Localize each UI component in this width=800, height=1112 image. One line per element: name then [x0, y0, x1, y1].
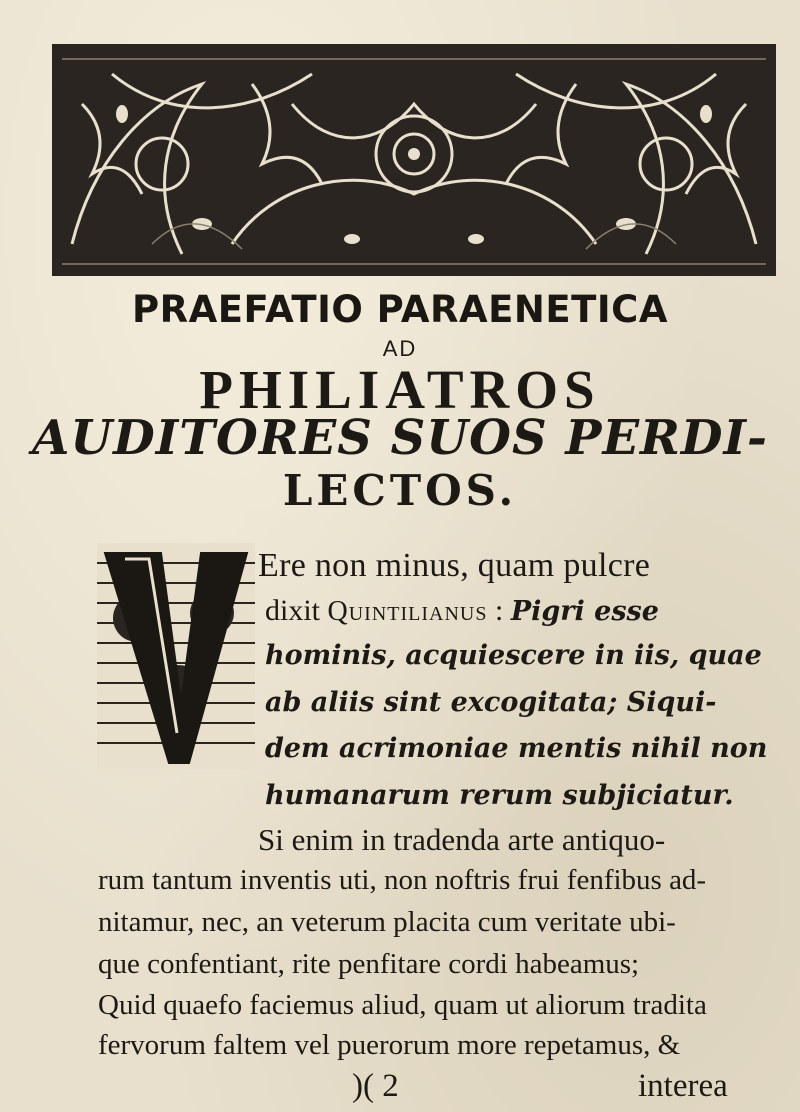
text-line-2-a: dixit — [265, 594, 328, 627]
ornamental-dropcap — [97, 543, 255, 769]
signature-mark: )( 2 — [352, 1068, 399, 1104]
text-line-11: Quid quaefo faciemus aliud, quam ut aliorum tradita — [98, 989, 707, 1021]
text-line-3: hominis, acquiescere in iis, quae — [265, 640, 762, 671]
text-line-5: dem acrimoniae mentis nihil non — [265, 733, 768, 764]
title-auditores: AUDITORES SUOS PERDI- — [32, 410, 768, 466]
text-line-4: ab aliis sint excogitata; Siqui- — [265, 687, 717, 718]
title-philiatros: PHILIATROS — [199, 359, 601, 420]
catchword: interea — [638, 1068, 728, 1104]
text-line-8: rum tantum inventis uti, non noftris frui fenfibus ad- — [98, 864, 707, 896]
text-line-10: que confentiant, rite penfitare cordi habeamus; — [98, 948, 640, 980]
title-lectos: LECTOS. — [282, 466, 518, 515]
text-line-2 — [265, 593, 659, 627]
author-name: Quintilianus — [327, 596, 488, 627]
text-line-1: Ere non minus, quam pulcre — [258, 547, 651, 584]
text-line-7: Si enim in tradenda arte antiquo- — [258, 822, 666, 857]
text-line-6: humanarum rerum subjiciatur. — [265, 780, 734, 811]
text-line-12: fervorum faltem vel puerorum more repetamus, & — [98, 1029, 681, 1061]
title-ad: AD — [382, 336, 418, 361]
title-praefatio: PRAEFATIO PARAENETICA — [132, 288, 668, 331]
ornamental-headpiece — [52, 44, 776, 276]
text-line-2-c: : — [487, 594, 511, 627]
text-line-2-d: Pigri esse — [510, 596, 659, 627]
text-line-9: nitamur, nec, an veterum placita cum veritate ubi- — [98, 906, 676, 938]
